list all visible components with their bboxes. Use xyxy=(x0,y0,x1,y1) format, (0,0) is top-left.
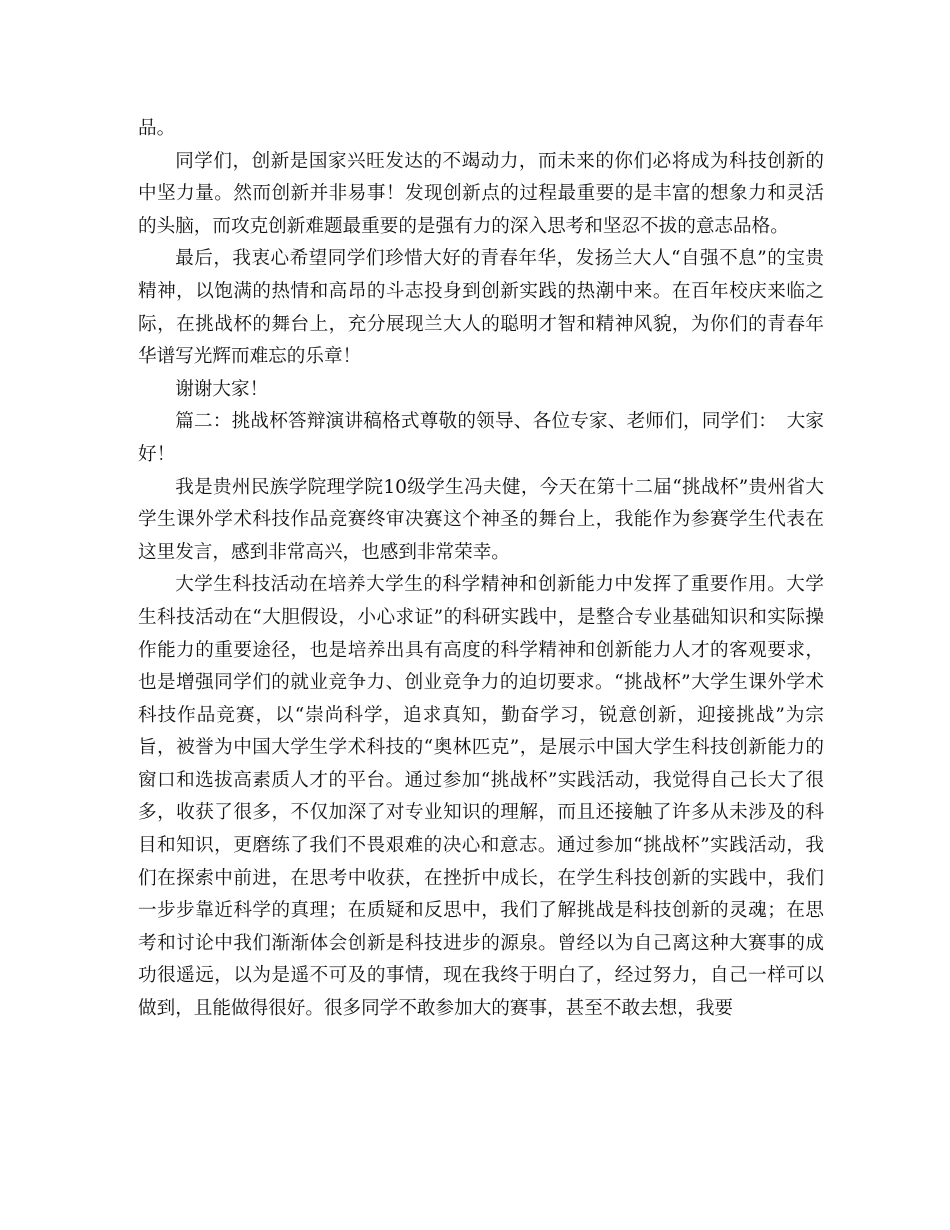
paragraph: 谢谢大家！ xyxy=(175,378,269,400)
paragraph: 同学们，创新是国家兴旺发达的不竭动力，而未来的你们必将成为科技创新的中坚力量。然而创新并非易事！发现创新点的过程最重要的是丰富的想象力和灵活的头脑，而攻克创新难题最重要的是强有力的深入思考和坚忍不拔的意志品格。 xyxy=(138,150,824,237)
paragraph: 篇二：挑战杯答辩演讲稿格式尊敬的领导、各位专家、老师们，同学们： 大家好！ xyxy=(138,411,824,465)
paragraph: 大学生科技活动在培养大学生的科学精神和创新能力中发挥了重要作用。大学生科技活动在“大胆假设，小心求证”的科研实践中，是整合专业基础知识和实际操作能力的重要途径，也是培养出具有高度的科学精神和创新能力人才的客观要求，也是增强同学们的就业竞争力、创业竞争力的迫切要求。“挑战杯”大学生课外学术科技作品竞赛，以“崇尚科学，追求真知，勤奋学习，锐意创新，迎接挑战”为宗旨，被誉为中国大学生学术科技的“奥林匹克”，是展示中国大学生科技创新能力的窗口和选拔高素质人才的平台。通过参加“挑战杯”实践活动，我觉得自己长大了很多，收获了很多，不仅加深了对专业知识的理解，而且还接触了许多从未涉及的科目和知识，更磨练了我们不畏艰难的决心和意志。通过参加“挑战杯”实践活动，我们在探索中前进，在思考中收获，在挫折中成长，在学生科技创新的实践中，我们一步步靠近科学的真理；在质疑和反思中，我们了解挑战是科技创新的灵魂；在思考和讨论中我们渐渐体会创新是科技进步的源泉。曾经以为自己离这种大赛事的成功很遥远，以为是遥不可及的事情，现在我终于明白了，经过努力，自己一样可以做到，且能做得很好。很多同学不敢参加大的赛事，甚至不敢去想，我要 xyxy=(138,574,824,1020)
paragraph: 品。 xyxy=(138,118,176,139)
paragraph: 最后，我衷心希望同学们珍惜大好的青春年华，发扬兰大人“自强不息”的宝贵精神，以饱满的热情和高昂的斗志投身到创新实践的热潮中来。在百年校庆来临之际，在挑战杯的舞台上，充分展现兰大人的聪明才智和精神风貌，为你们的青春年华谱写光辉而难忘的乐章！ xyxy=(138,248,824,368)
paragraph: 我是贵州民族学院理学院10级学生冯夫健，今天在第十二届“挑战杯”贵州省大学生课外学术科技作品竞赛终审决赛这个神圣的舞台上，我能作为参赛学生代表在这里发言，感到非常高兴，也感到非常荣幸。 xyxy=(138,476,824,563)
document-page xyxy=(138,113,824,1026)
